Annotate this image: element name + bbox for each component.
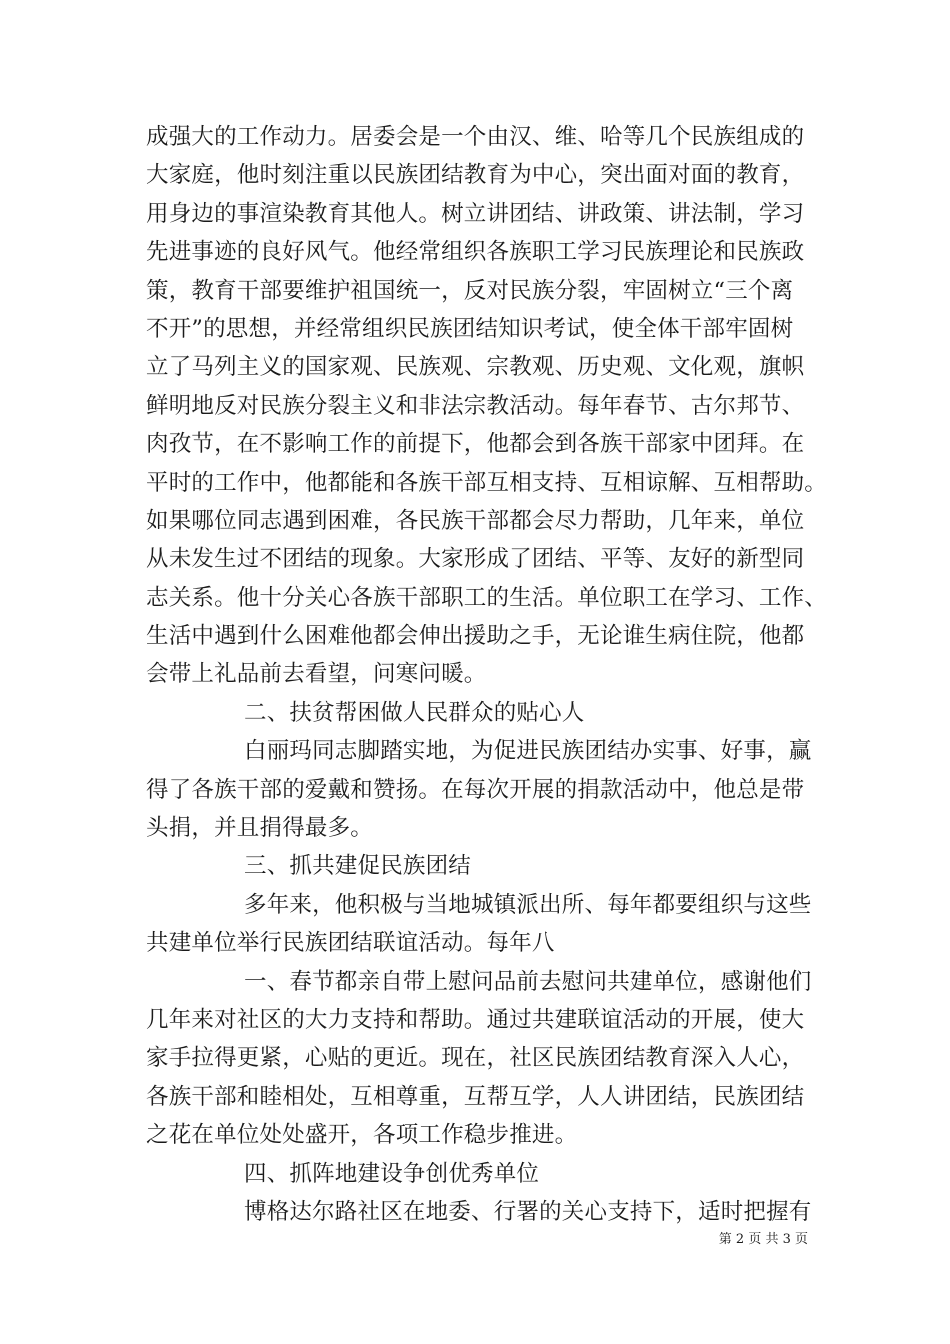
paragraph-line: 生活中遇到什么困难他都会伸出援助之手，无论谁生病住院，他都 [146,623,805,650]
paragraph-line: 肉孜节，在不影响工作的前提下，他都会到各族干部家中团拜。在 [146,431,805,458]
paragraph-line: 得了各族干部的爱戴和赞扬。在每次开展的捐款活动中，他总是带 [146,776,805,803]
paragraph-line-indented: 三、抓共建促民族团结 [244,853,472,880]
paragraph-line-indented: 博格达尔路社区在地委、行署的关心支持下，适时把握有 [244,1198,812,1225]
document-body [146,118,828,1231]
paragraph-line: 平时的工作中，他都能和各族干部互相支持、互相谅解、互相帮助。 [146,469,828,496]
paragraph-line: 之花在单位处处盛开，各项工作稳步推进。 [146,1122,578,1149]
paragraph-line: 几年来对社区的大力支持和帮助。通过共建联谊活动的开展，使大 [146,1006,805,1033]
paragraph-line-indented: 二、扶贫帮困做人民群众的贴心人 [244,699,585,726]
paragraph-line: 共建单位举行民族团结联谊活动。每年八 [146,930,555,957]
paragraph-line: 不开”的思想，并经常组织民族团结知识考试，使全体干部牢固树 [146,315,794,342]
paragraph-line: 用身边的事渲染教育其他人。树立讲团结、讲政策、讲法制，学习 [146,200,805,227]
paragraph-line: 头捐，并且捐得最多。 [146,815,374,842]
paragraph-line-indented: 一、春节都亲自带上慰问品前去慰问共建单位，感谢他们 [244,968,812,995]
paragraph-line-indented: 四、抓阵地建设争创优秀单位 [244,1160,540,1187]
paragraph-line: 立了马列主义的国家观、民族观、宗教观、历史观、文化观，旗帜 [146,354,805,381]
paragraph-line: 志关系。他十分关心各族干部职工的生活。单位职工在学习、工作、 [146,584,828,611]
paragraph-line-indented: 多年来，他积极与当地城镇派出所、每年都要组织与这些 [244,891,812,918]
paragraph-line: 先进事迹的良好风气。他经常组织各族职工学习民族理论和民族政 [146,239,805,266]
paragraph-line: 鲜明地反对民族分裂主义和非法宗教活动。每年春节、古尔邦节、 [146,392,805,419]
paragraph-line: 如果哪位同志遇到困难，各民族干部都会尽力帮助，几年来，单位 [146,507,805,534]
paragraph-line: 成强大的工作动力。居委会是一个由汉、维、哈等几个民族组成的 [146,124,805,150]
page-number: 第 2 页 共 3 页 [718,1232,808,1247]
paragraph-line: 会带上礼品前去看望，问寒问暖。 [146,661,487,688]
paragraph-line: 大家庭，他时刻注重以民族团结教育为中心，突出面对面的教育， [146,162,805,189]
paragraph-line: 策，教育干部要维护祖国统一，反对民族分裂，牢固树立“三个离 [146,277,794,304]
paragraph-line: 从未发生过不团结的现象。大家形成了团结、平等、友好的新型同 [146,546,805,573]
paragraph-line: 家手拉得更紧，心贴的更近。现在，社区民族团结教育深入人心， [146,1045,805,1072]
paragraph-line-indented: 白丽玛同志脚踏实地，为促进民族团结办实事、好事，赢 [244,738,812,765]
paragraph-line: 各族干部和睦相处，互相尊重，互帮互学，人人讲团结，民族团结 [146,1083,805,1110]
